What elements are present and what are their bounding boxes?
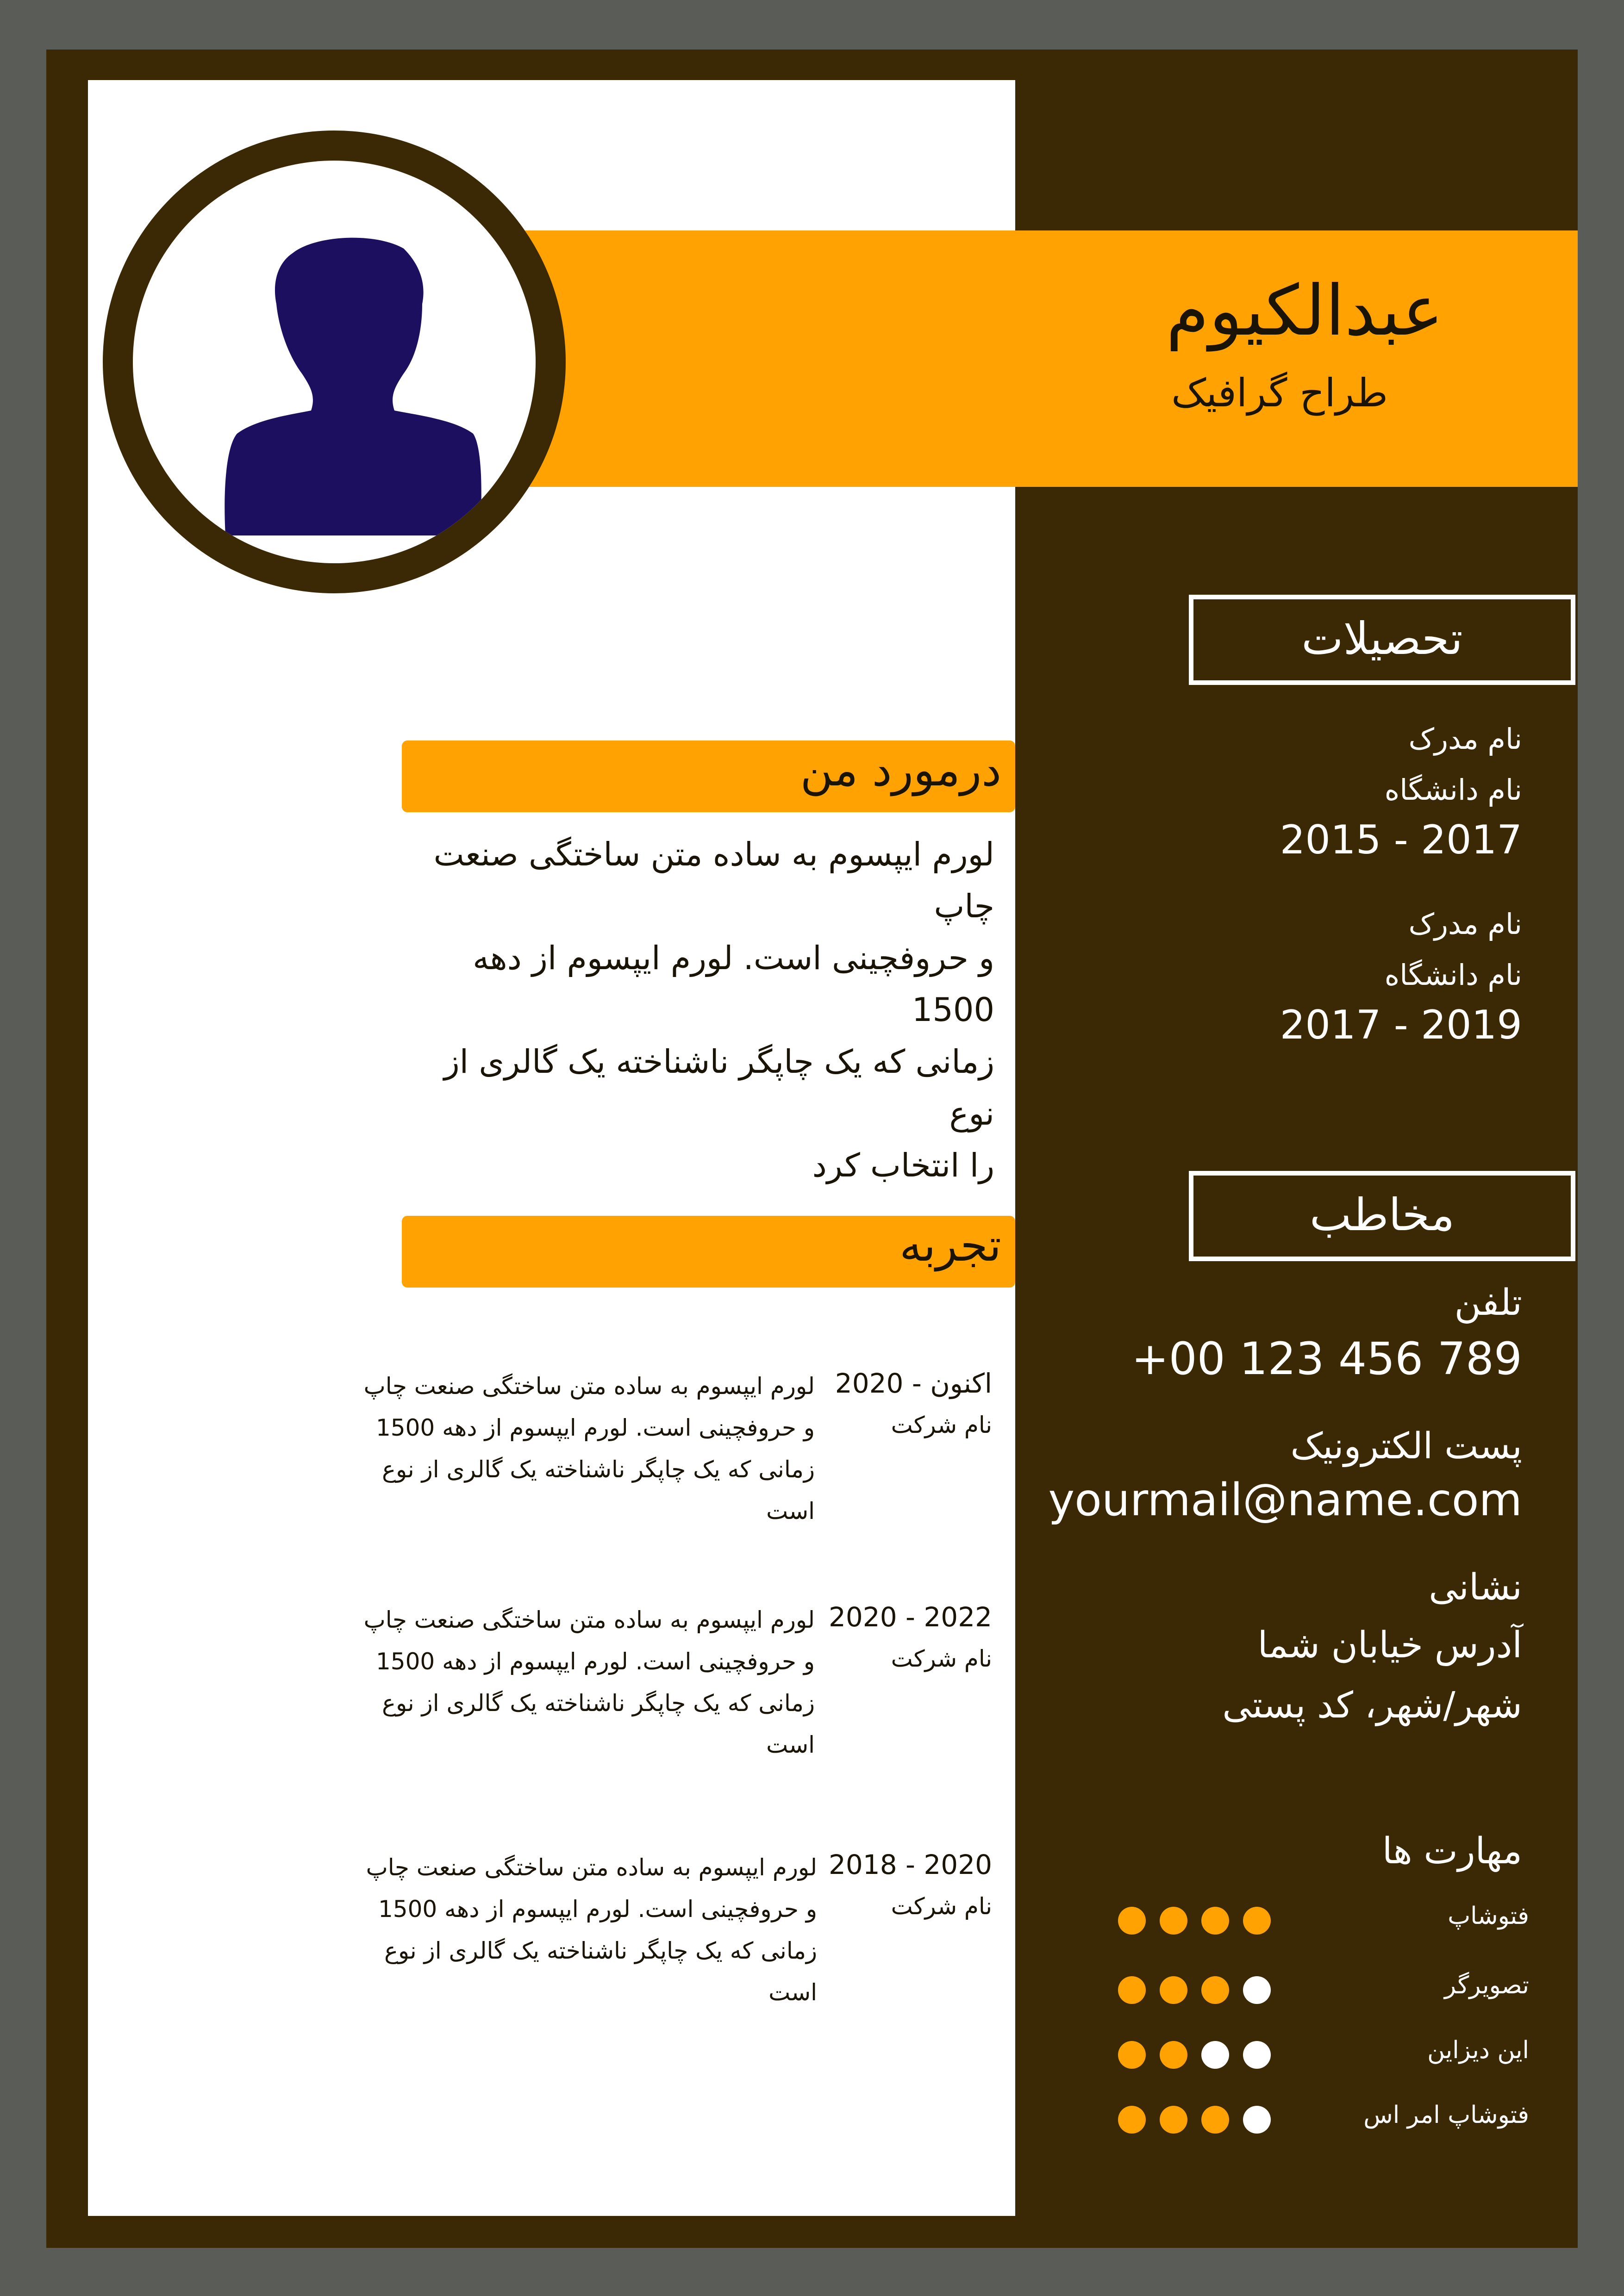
skill-dot-filled — [1160, 1976, 1187, 2004]
experience-description — [363, 1847, 817, 2013]
skill-dot-filled — [1201, 2106, 1229, 2134]
education-title: تحصیلات — [1189, 595, 1575, 685]
about-header — [402, 740, 1015, 812]
experience-line: لورم ایپسوم به ساده متن ساختگی صنعت چاپ — [363, 1373, 815, 1400]
avatar-frame — [103, 131, 566, 593]
experience-line: و حروفچینی است. لورم ایپسوم از دهه 1500 — [375, 1648, 815, 1675]
experience-line: زمانی که یک چاپگر ناشناخته یک گالری از نوع است — [382, 1456, 815, 1524]
skill-dot-empty — [1243, 2041, 1271, 2069]
skill-dot-filled — [1118, 1907, 1146, 1935]
email-label: پست الکترونیک — [1290, 1425, 1522, 1467]
name-banner — [509, 230, 1578, 487]
skill-level — [1118, 1974, 1275, 2006]
skill-name: فتوشاپ امر اس — [1363, 2101, 1529, 2129]
skill-dot-filled — [1201, 1976, 1229, 2004]
experience-dates: اکنون - 2020 — [835, 1368, 992, 1399]
phone-value: +00 123 456 789 — [1131, 1333, 1522, 1385]
experience-title: تجربه — [899, 1220, 1001, 1271]
experience-description — [361, 1365, 815, 1532]
about-title: درمورد من — [800, 744, 1001, 796]
person-silhouette-icon — [223, 235, 482, 535]
job-title: طراح گرافیک — [1171, 370, 1388, 416]
experience-company: نام شرکت — [891, 1645, 992, 1672]
education-university: نام دانشگاه — [1384, 773, 1522, 807]
address-line1: آدرس خیابان شما — [1257, 1624, 1522, 1666]
email-value: yourmail@name.com — [1048, 1474, 1522, 1526]
skill-name: فتوشاپ — [1448, 1902, 1529, 1930]
about-line: را انتخاب کرد — [812, 1146, 994, 1184]
experience-line: و حروفچینی است. لورم ایپسوم از دهه 1500 — [378, 1896, 817, 1923]
avatar — [133, 161, 536, 563]
experience-dates: 2018 - 2020 — [828, 1849, 992, 1880]
education-years: 2017 - 2019 — [1280, 1002, 1522, 1048]
address-line2: شهر/شهر، کد پستی — [1222, 1685, 1522, 1726]
about-line: زمانی که یک چاپگر ناشناخته یک گالری از نوع — [443, 1043, 994, 1132]
person-name: عبدالکیوم — [1166, 271, 1443, 351]
skill-dot-empty — [1243, 2106, 1271, 2134]
skill-dot-filled — [1160, 2041, 1187, 2069]
skill-dot-empty — [1201, 2041, 1229, 2069]
skill-dot-filled — [1118, 2041, 1146, 2069]
skill-dot-empty — [1243, 1976, 1271, 2004]
phone-label: تلفن — [1454, 1282, 1522, 1324]
skill-dot-filled — [1160, 1907, 1187, 1935]
experience-line: زمانی که یک چاپگر ناشناخته یک گالری از نوع است — [384, 1937, 817, 2006]
about-line: و حروفچینی است. لورم ایپسوم از دهه 1500 — [473, 939, 994, 1029]
education-degree: نام مدرک — [1408, 722, 1522, 756]
skill-level — [1118, 2103, 1275, 2136]
experience-line: لورم ایپسوم به ساده متن ساختگی صنعت چاپ — [363, 1606, 815, 1633]
experience-line: زمانی که یک چاپگر ناشناخته یک گالری از نوع است — [382, 1690, 815, 1758]
skill-level — [1118, 1904, 1275, 1937]
skill-name: این دیزاین — [1427, 2036, 1529, 2064]
skill-dot-filled — [1201, 1907, 1229, 1935]
education-degree: نام مدرک — [1408, 907, 1522, 941]
experience-line: و حروفچینی است. لورم ایپسوم از دهه 1500 — [375, 1414, 815, 1441]
skill-dot-filled — [1118, 1976, 1146, 2004]
about-text — [407, 828, 994, 1191]
skill-name: تصویرگر — [1444, 1972, 1529, 1999]
address-label: نشانی — [1429, 1567, 1522, 1608]
about-line: لورم ایپسوم به ساده متن ساختگی صنعت چاپ — [433, 835, 994, 925]
skills-title: مهارت ها — [1382, 1830, 1522, 1872]
experience-dates: 2020 - 2022 — [828, 1601, 992, 1633]
experience-header — [402, 1216, 1015, 1288]
experience-company: نام شرکت — [891, 1412, 992, 1438]
skill-dot-filled — [1118, 2106, 1146, 2134]
skill-level — [1118, 2039, 1275, 2071]
experience-description — [361, 1599, 815, 1766]
experience-line: لورم ایپسوم به ساده متن ساختگی صنعت چاپ — [366, 1854, 817, 1881]
education-years: 2015 - 2017 — [1280, 817, 1522, 863]
contact-title: مخاطب — [1189, 1171, 1575, 1261]
skill-dot-filled — [1160, 2106, 1187, 2134]
experience-company: نام شرکت — [891, 1893, 992, 1920]
education-university: نام دانشگاه — [1384, 958, 1522, 992]
skill-dot-filled — [1243, 1907, 1271, 1935]
